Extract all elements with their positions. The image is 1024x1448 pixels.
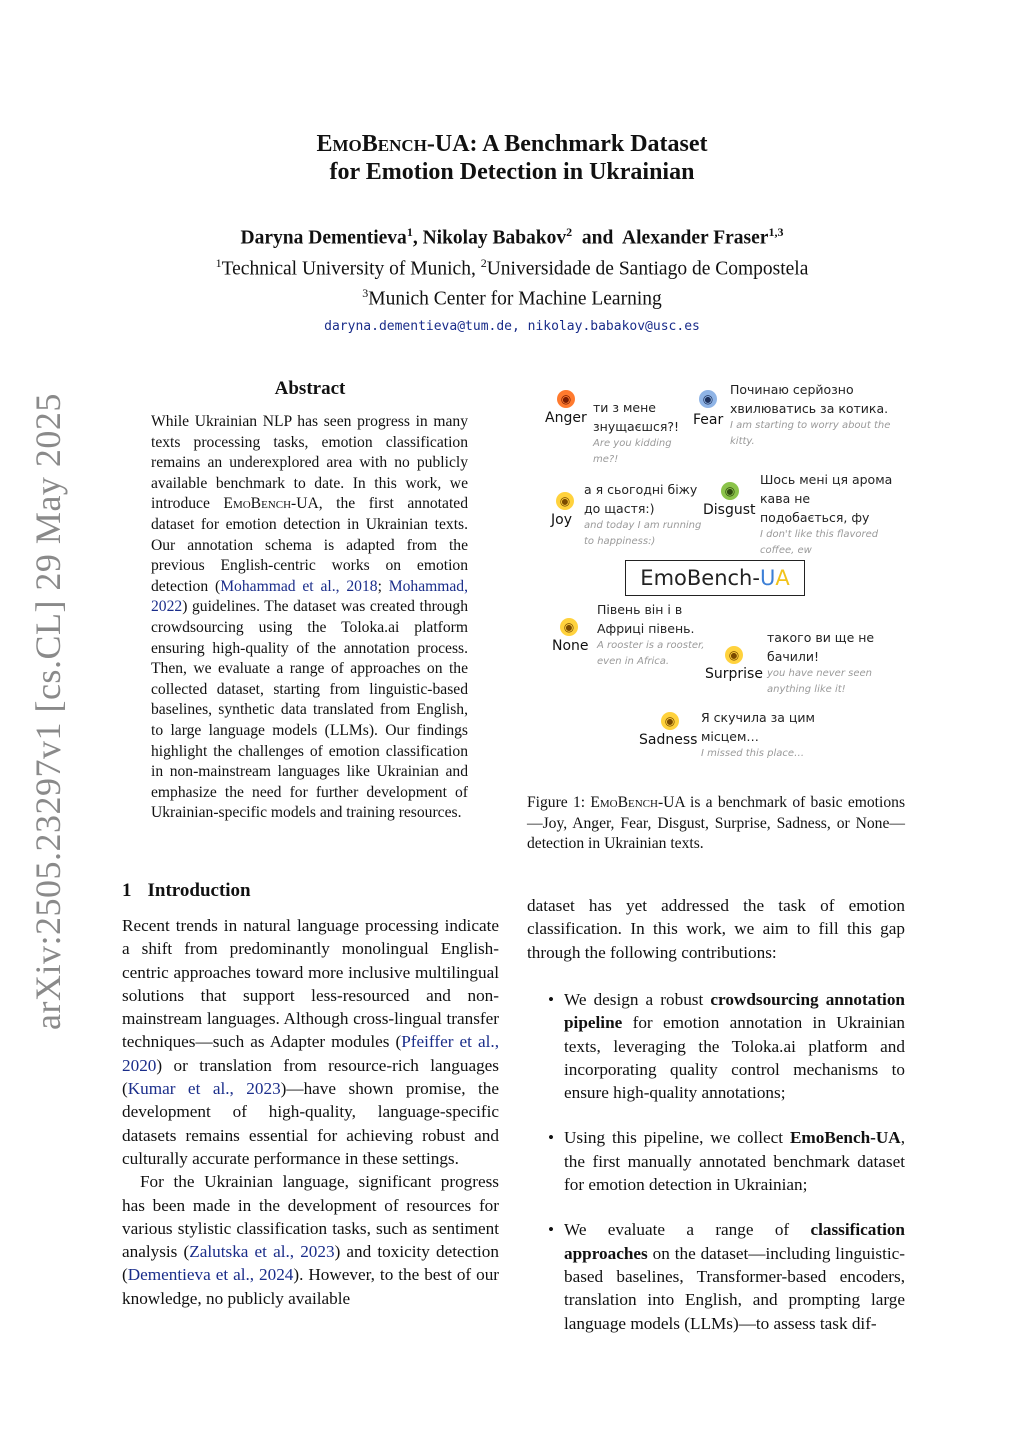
bullet-bold: EmoBench-UA	[789, 1128, 901, 1148]
english-translation: and today I am running to happiness:)	[584, 520, 702, 547]
fearful-face-icon: ◉	[699, 390, 717, 408]
contribution-item	[548, 988, 905, 1104]
citation-dementieva-2024[interactable]: Dementieva et al., 2024	[127, 1265, 294, 1285]
author-3: Alexander Fraser	[622, 227, 769, 249]
bullet-text: Using this pipeline, we collect	[564, 1128, 790, 1148]
ukrainian-example: Починаю серйозно хвилюватись за котика.	[730, 382, 889, 416]
continuation-paragraph: dataset has yet addressed the task of emotion classification. In this work, we aim to fill this gap through the following contributions:	[527, 896, 905, 962]
abstract-body	[151, 412, 468, 824]
author-2: Nikolay Babakov	[422, 227, 567, 249]
astonished-face-icon: ◉	[725, 646, 743, 664]
logo-text: EmoBench-	[640, 566, 760, 590]
intro-paragraph-2	[122, 1170, 499, 1310]
email-2[interactable]: nikolay.babakov@usc.es	[527, 318, 700, 334]
affiliation-2: Universidade de Santiago de Compostela	[486, 258, 809, 279]
figure-1	[527, 370, 905, 790]
abstract-part-1: While Ukrainian NLP has seen progress in many texts processing tasks, emotion classification remains an underexplored area with no publicly available benchmark to date. In this work, we introduce	[151, 413, 468, 513]
citation-pfeiffer-2020[interactable]: Pfeiffer et al., 2020	[122, 1032, 500, 1075]
bullet-bold: crowdsourcing annotation pipeline	[564, 990, 905, 1033]
email-1[interactable]: daryna.dementieva@tum.de	[324, 318, 512, 334]
intro-text: Recent trends in natural language processing indicate a shift from predominantly monolingual English-centric approaches toward more inclusive multilingual solutions that support less-resourced and non-mainstream languages. Although cross-lingual transfer techniques—such as Adapter modules (	[122, 916, 499, 1052]
english-translation: you have never seen anything like it!	[767, 668, 872, 695]
english-translation: I am starting to worry about the kitty.	[730, 420, 891, 447]
intro-continuation	[527, 894, 905, 964]
emotion-label: Surprise	[705, 666, 763, 682]
bullet-text: We design a robust	[564, 990, 711, 1009]
logo-letter-u: U	[759, 566, 776, 590]
email-line: daryna.dementieva@tum.de, nikolay.babakov@usc.es	[324, 318, 700, 334]
section-heading-introduction	[122, 880, 251, 902]
citation-mohammad-2018[interactable]: Mohammad et al., 2018	[220, 577, 378, 595]
emotion-label: Sadness	[639, 732, 698, 748]
ukrainian-example: ти з мене знущаєшся?!	[593, 400, 679, 434]
affiliation-3: Munich Center for Machine Learning	[368, 288, 662, 310]
contributions-list	[548, 988, 905, 1357]
figure-1-caption	[527, 793, 905, 855]
english-translation: I don't like this flavored coffee, ew	[760, 529, 879, 556]
bullet-icon: •	[548, 1128, 555, 1148]
abstract-part-3: ) guidelines. The dataset was created through crowdsourcing using the Toloka.ai platform ensuring high-quality of the annotation process. Then, we evaluate a range of approaches on the collected dataset, starting from linguistic-based baselines, synthetic data translated from English, to large language models (LLMs). Our findings highlight the challenges of emotion classification in non-mainstream languages like Ukrainian and emphasize the need for further development of Ukrainian-specific models and training resources.	[151, 598, 468, 822]
intro-paragraph-1	[122, 914, 499, 1170]
title-line1-rest: -UA: A Benchmark Dataset	[426, 131, 708, 157]
neutral-face-icon: ◉	[560, 618, 578, 636]
ukrainian-example: такого ви ще не бачили!	[767, 630, 875, 664]
aff2-sup: 2	[480, 255, 487, 270]
nauseated-face-icon: ◉	[721, 482, 739, 500]
introduction-body	[122, 914, 499, 1310]
author-block: Daryna Dementieva$^1$, Nikolay Babakov$^2$ and Alexander Fraser$^{1,3}$ $^1$Technical University of Munich, $^2$Universidade de Santiago de Compostela $^3$Munich Center for Machine Learning daryna.dementieva@tum.de, nikolay.babakov@usc.es	[0, 220, 1024, 339]
bullet-text: for emotion annotation in Ukrainian texts, leveraging the Toloka.ai platform and incorporating quality control mechanisms to ensure high-quality annotations;	[564, 1013, 905, 1103]
affiliation-line-1	[0, 251, 1024, 282]
contribution-item	[548, 1218, 905, 1334]
intro-text: ) or translation from resource-rich languages (	[122, 1055, 499, 1099]
english-translation: I missed this place…	[701, 748, 805, 759]
bullet-text: We evaluate a range of	[564, 1220, 811, 1240]
author-1: Daryna Dementieva	[240, 227, 407, 249]
ukrainian-example: Півень він і в Африці півень.	[597, 602, 695, 636]
abstract-heading: Abstract	[274, 378, 346, 399]
affiliation-1: Technical University of Munich,	[221, 258, 481, 279]
pensive-face-icon: ◉	[661, 712, 679, 730]
citation-kumar-2023[interactable]: Kumar et al., 2023	[127, 1079, 281, 1099]
angry-face-icon: ◉	[557, 390, 575, 408]
ukrainian-example: а я сьогодні біжу до щастя:)	[584, 482, 698, 516]
author-3-sup: 1,3	[768, 225, 784, 239]
author-2-sup: 2	[566, 225, 573, 239]
emobench-ua-logo	[625, 560, 805, 596]
citation-zalutska-2023[interactable]: Zalutska et al., 2023	[189, 1242, 335, 1262]
aff1-sup: 1	[215, 255, 222, 270]
affiliation-line-2	[0, 281, 1024, 312]
aff3-sup: 3	[362, 286, 369, 300]
emotion-label: Disgust	[703, 502, 756, 518]
section-title: Introduction	[147, 880, 251, 901]
abstract-name: EmoBench	[223, 495, 292, 513]
logo-letter-a: A	[775, 566, 790, 590]
grinning-face-icon: ◉	[556, 492, 574, 510]
section-number: 1	[122, 880, 132, 901]
intro-text: ). However, to the best of our knowledge, no publicly available	[122, 1265, 500, 1308]
bullet-icon: •	[548, 990, 555, 1009]
abstract-part-2: -UA, the first annotated dataset for emotion detection in Ukrainian texts. Our annotation schema is adapted from the previous English-centric works on emotion detection (	[151, 495, 468, 595]
arxiv-identifier: arXiv:2505.23297v1 [cs.CL] 29 May 2025	[28, 393, 68, 1030]
caption-prefix: Figure 1:	[527, 794, 591, 811]
english-translation: Are you kidding me?!	[593, 438, 672, 465]
contribution-item	[548, 1126, 905, 1196]
english-translation: A rooster is a rooster, even in Africa.	[597, 640, 705, 667]
ukrainian-example: Я скучила за цим місцем…	[701, 710, 815, 744]
emotion-label: None	[552, 638, 589, 654]
bullet-bold: classification approaches	[564, 1220, 905, 1263]
emotion-label: Anger	[545, 410, 587, 426]
citation-mohammad-2022[interactable]: Mohammad, 2022	[151, 577, 468, 616]
caption-name: EmoBench	[590, 794, 658, 811]
title-name: EmoBench	[316, 131, 427, 157]
bullet-icon: •	[548, 1220, 555, 1240]
citation-separator: ;	[377, 577, 389, 595]
author-1-sup: 1	[406, 225, 413, 239]
intro-text: ) and toxicity detection (	[122, 1242, 499, 1285]
title-line2: for Emotion Detection in Ukrainian	[329, 159, 695, 185]
ukrainian-example: Шось мені ця арома кава не подобається, фу	[760, 472, 893, 525]
bullet-text: on the dataset—including linguistic-based baselines, Transformer-based encoders, translation into English, and prompting large language models (LLMs)—to assess task dif-	[564, 1243, 905, 1333]
intro-text: For the Ukrainian language, significant progress has been made in the development of resources for various stylistic classification tasks, such as sentiment analysis (	[122, 1172, 499, 1262]
emotion-label: Joy	[551, 512, 572, 528]
emotion-label: Fear	[693, 412, 724, 428]
intro-text: )—have shown promise, the development of high-quality, language-specific datasets remains essential for achieving robust and culturally accurate performance in these settings.	[122, 1079, 499, 1168]
author-and: and	[581, 227, 614, 249]
bullet-text: , the first manually annotated benchmark dataset for emotion detection in Ukrainian;	[564, 1128, 905, 1195]
caption-rest: -UA is a benchmark of basic emotions—Joy, Anger, Fear, Disgust, Surprise, Sadness, or None—detection in Ukrainian texts.	[527, 794, 906, 853]
paper-title	[0, 130, 1024, 186]
